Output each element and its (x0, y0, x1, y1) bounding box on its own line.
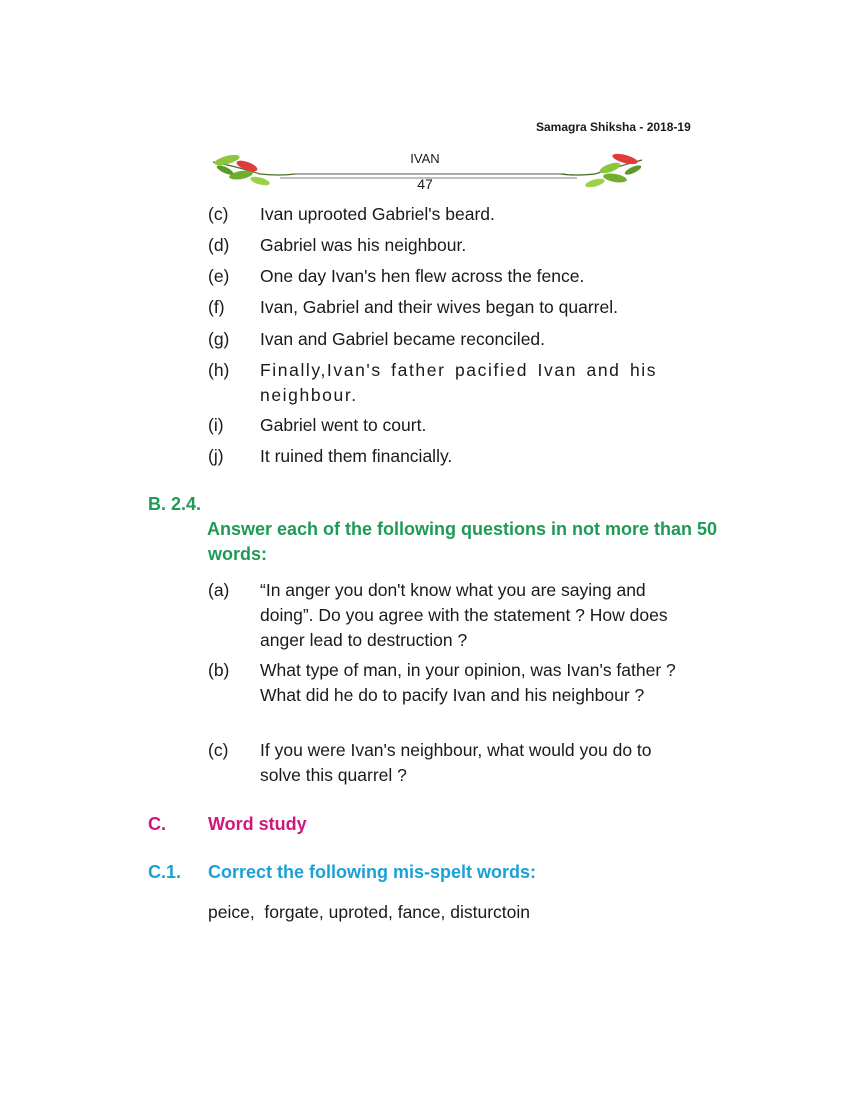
list-item-text: Gabriel was his neighbour. (260, 235, 467, 255)
list-item-label: (c) (208, 204, 229, 224)
right-leaf-branch-icon (561, 152, 642, 189)
list-item-text: Gabriel went to court. (260, 415, 427, 435)
question-label: (a) (208, 580, 230, 600)
list-item-label: (e) (208, 266, 230, 286)
list-item-label: (g) (208, 329, 230, 349)
list-item-text: Ivan, Gabriel and their wives began to quarrel. (260, 297, 618, 317)
list-item-text: Ivan uprooted Gabriel's beard. (260, 204, 495, 224)
list-item-text: Finally,Ivan's father pacified Ivan and his neighbour. (260, 360, 658, 405)
section-b24-number: B. 2.4. (148, 494, 202, 514)
section-c1-heading: Correct the following mis-spelt words: (208, 862, 537, 882)
list-item-label: (h) (208, 360, 230, 380)
section-c-heading: Word study (208, 814, 307, 834)
section-b24-heading (208, 492, 720, 567)
list-item-label: (d) (208, 235, 230, 255)
list-item-label: (j) (208, 446, 224, 466)
list-item-text: It ruined them financially. (260, 446, 453, 466)
list-item-label: (f) (208, 297, 225, 317)
left-leaf-branch-icon (213, 153, 295, 187)
question-text: If you were Ivan's neighbour, what would you do to solve this quarrel ? (260, 740, 652, 785)
question-label: (c) (208, 740, 229, 760)
section-c-number: C. (148, 814, 166, 834)
misspelt-words: peice, forgate, uproted, fance, disturctoin (208, 902, 530, 922)
chapter-title: IVAN (410, 151, 440, 166)
list-item-text: One day Ivan's hen flew across the fence. (260, 266, 585, 286)
section-b24-heading-text: Answer each of the following questions in not more than 50 words: (207, 519, 718, 564)
list-item-text: Ivan and Gabriel became reconciled. (260, 329, 546, 349)
section-c1-number: C.1. (148, 862, 182, 882)
question-text: What type of man, in your opinion, was Ivan's father ? What did he do to pacify Ivan and his neighbour ? (260, 660, 676, 705)
question-text: “In anger you don't know what you are saying and doing”. Do you agree with the statement ? How does anger lead to destruction ? (260, 580, 668, 650)
list-item-label: (i) (208, 415, 224, 435)
publisher-label: Samagra Shiksha - 2018-19 (536, 120, 691, 134)
question-label: (b) (208, 660, 230, 680)
page-number: 47 (417, 176, 433, 192)
